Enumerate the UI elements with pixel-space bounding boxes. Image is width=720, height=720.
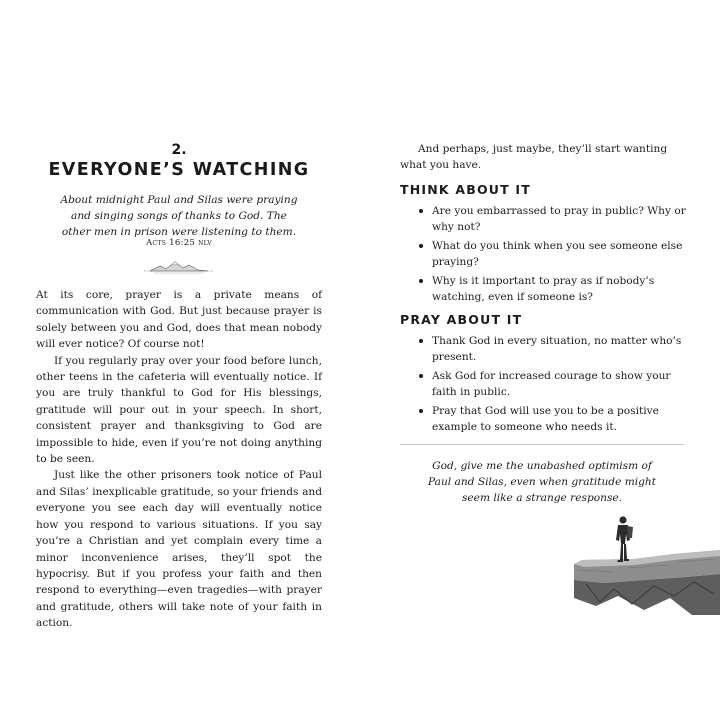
epigraph: About midnight Paul and Silas were praying and singing songs of thanks to God. The other men in prison were listening to them. [60, 194, 298, 238]
list-item-text: Pray that God will use you to be a positive example to someone who needs it. [432, 405, 659, 433]
bullet-icon [419, 409, 423, 413]
bullet-icon [419, 339, 423, 343]
bullet-icon [419, 279, 423, 283]
list-item-text: Ask God for increased courage to show your faith in public. [432, 370, 671, 398]
bullet-icon [419, 209, 423, 213]
list-item [416, 238, 690, 270]
continuation-text [400, 141, 690, 174]
list-item-text: Are you embarrassed to pray in public? Why or why not? [432, 205, 686, 233]
bullet-icon [419, 374, 423, 378]
body-paragraph: If you regularly pray over your food before lunch, other teens in the cafeteria will eventually notice. If you are truly thankful to God for His blessings, gratitude will pour out in your speech. In short, consistent prayer and thanksgiving to God are impossible to hide, even if you’re not doing anything to be seen. [36, 354, 322, 466]
section-divider [400, 444, 684, 445]
person-on-cliff-icon [574, 510, 720, 615]
epigraph-reference: Acts 16:25 nlv [146, 238, 212, 248]
closing-prayer: God, give me the unabashed optimism of Paul and Silas, even when gratitude might seem like a strange response. [427, 460, 657, 504]
chapter-number: 2. [171, 142, 187, 158]
pray-about-it-list [416, 333, 690, 438]
think-about-it-list [416, 203, 690, 308]
mountain-divider-icon [144, 260, 214, 276]
pray-about-it-heading: PRAY ABOUT IT [400, 312, 523, 327]
think-about-it-heading: THINK ABOUT IT [400, 182, 531, 197]
list-item [416, 203, 690, 235]
chapter-title: EVERYONE’S WATCHING [48, 160, 310, 180]
body-paragraph: And perhaps, just maybe, they’ll start wanting what you have. [400, 143, 668, 172]
body-paragraph: Just like the other prisoners took notice of Paul and Silas’ inexplicable gratitude, so your friends and everyone you see each day will eventually notice how you respond to various situations. If you say you’re a Christian and yet complain every time a minor inconvenience arises, they’ll spot the hypocrisy. But if you profess your faith and then respond to everything—even tragedies—with prayer and gratitude, others will take note of your faith in action. [36, 469, 322, 630]
list-item-text: Thank God in every situation, no matter who’s present. [432, 335, 682, 363]
list-item-text: Why is it important to pray as if nobody’s watching, even if someone is? [432, 275, 655, 303]
right-page [360, 0, 720, 720]
bullet-icon [419, 244, 423, 248]
list-item [416, 368, 690, 400]
list-item [416, 333, 690, 365]
list-item-text: What do you think when you see someone else praying? [432, 240, 683, 268]
chapter-body [36, 287, 322, 632]
body-paragraph: At its core, prayer is a private means of communication with God. But just because prayer is solely between you and God, does that mean nobody will ever notice? Of course not! [36, 289, 322, 351]
list-item [416, 273, 690, 305]
list-item [416, 403, 690, 435]
